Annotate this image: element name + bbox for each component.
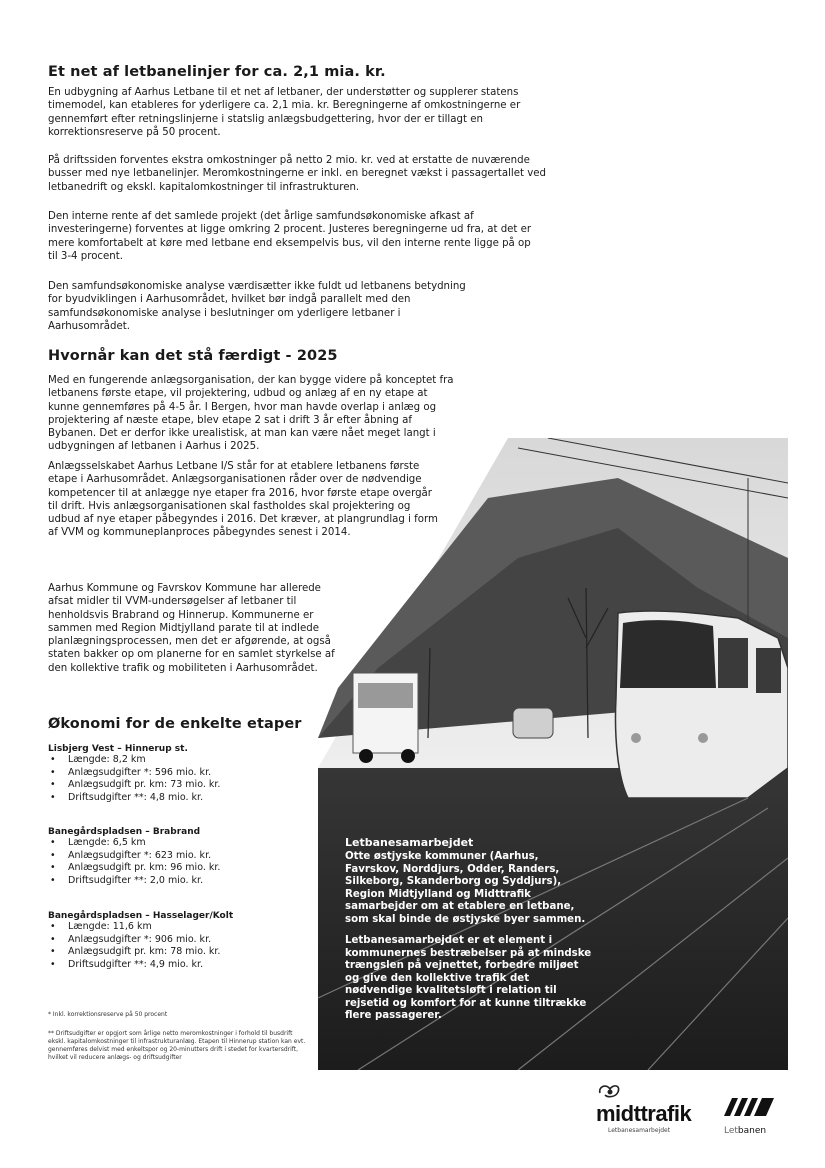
- etape-block: [48, 827, 308, 887]
- midttrafik-tagline: Letbanesamarbejdet: [608, 1127, 671, 1134]
- letbanen-prefix: Let: [724, 1126, 738, 1136]
- footnote: ** Driftsudgifter er opgjort som årlige netto meromkostninger i forhold til busdrift ekskl. kapitalomkostninger til infrastrukturanlæg. Etapen til Hinnerup station kan evt. gennemføres delvist med enkeltspor og 20-minutters drift i stedet for kvartersdrift, hvilket vil reducere anlægs- og driftsudgifter: [48, 1030, 306, 1061]
- box-title: Letbanesamarbejdet: [345, 836, 474, 849]
- list-item: • Længde: 8,2 km: [48, 754, 308, 767]
- letbanen-wordmark: [724, 1126, 776, 1136]
- letbanen-symbol-icon: [722, 1096, 776, 1118]
- midttrafik-wordmark: midttrafik: [596, 1101, 692, 1126]
- list-item: • Anlægsudgift pr. km: 73 mio. kr.: [48, 779, 308, 792]
- list-item: • Driftsudgifter **: 4,9 mio. kr.: [48, 959, 308, 972]
- list-item: • Driftsudgifter **: 2,0 mio. kr.: [48, 875, 308, 888]
- etape-block: [48, 911, 308, 971]
- list-item: • Driftsudgifter **: 4,8 mio. kr.: [48, 792, 308, 805]
- paragraph: Den samfundsøkonomiske analyse værdisætter ikke fuldt ud letbanens betydning for byudviklingen i Aarhusområdet, hvilket bør indgå parallelt med den samfundsøkonomiske analyse i beslutninger om yderligere letbaner i Aarhusområdet.: [48, 281, 466, 332]
- list-item: • Længde: 11,6 km: [48, 921, 308, 934]
- paragraph: Aarhus Kommune og Favrskov Kommune har allerede afsat midler til VVM-undersøgelser af letbaner til henholdsvis Brabrand og Hinnerup. Kommunerne er sammen med Region Midtjylland parate til at indlede planlægningsprocessen, men det er afgørende, at også staten bakker op om planerne for en samlet styrkelse af den kollektive trafik og mobiliteten i Aarhusområdet.: [48, 583, 335, 674]
- etape-list: [48, 921, 308, 971]
- paragraph: En udbygning af Aarhus Letbane til et net af letbaner, der understøtter og supplerer statens timemodel, kan etableres for yderligere ca. 2,1 mia. kr. Beregningerne af omkostningerne er gennemført efter retningslinjerne i statslig anlægsbudgettering, hvor der er tillagt en korrektionsreserve på 50 procent.: [48, 87, 521, 138]
- midttrafik-logo: [596, 1081, 691, 1134]
- letbanen-logo: [722, 1096, 776, 1136]
- midttrafik-symbol-icon: [596, 1081, 626, 1101]
- paragraph: Den interne rente af det samlede projekt (det årlige samfundsøkonomiske afkast af investeringerne) forventes at ligge omkring 2 procent. Justeres beregningerne ud fra, at det er mere komfortabelt at køre med letbane end eksempelvis bus, vil den interne rente ligge på op til 3-4 procent.: [48, 211, 532, 262]
- list-item: • Anlægsudgifter *: 906 mio. kr.: [48, 934, 308, 947]
- paragraph: På driftssiden forventes ekstra omkostninger på netto 2 mio. kr. ved at erstatte de nuværende busser med nye letbanelinjer. Meromkostningerne er inkl. en beregnet vækst i passagertallet ved letbanedrift og ekskl. kapitalomkostninger til infrastrukturen.: [48, 155, 547, 193]
- section-title-network: Et net af letbanelinjer for ca. 2,1 mia. kr.: [48, 64, 386, 80]
- section-title-timeline: Hvornår kan det stå færdigt - 2025: [48, 348, 338, 364]
- box-paragraph: Otte østjyske kommuner (Aarhus, Favrskov, Norddjurs, Odder, Randers, Silkeborg, Skanderborg og Syddjurs), Region Midtjylland og Midttrafik samarbejder om at etablere en letbane, som skal binde de østjyske byer sammen.: [345, 851, 586, 925]
- list-item: • Anlægsudgifter *: 623 mio. kr.: [48, 850, 308, 863]
- etape-block: [48, 744, 308, 804]
- list-item: • Længde: 6,5 km: [48, 837, 308, 850]
- etape-name: Banegårdspladsen – Hasselager/Kolt: [48, 911, 234, 921]
- letbanen-suffix: banen: [737, 1126, 767, 1136]
- letbanesamarbejdet-box: [345, 836, 595, 1023]
- footnote: * Inkl. korrektionsreserve på 50 procent: [48, 1011, 168, 1018]
- list-item: • Anlægsudgifter *: 596 mio. kr.: [48, 767, 308, 780]
- list-item: • Anlægsudgift pr. km: 78 mio. kr.: [48, 946, 308, 959]
- etape-name: Banegårdspladsen – Brabrand: [48, 827, 201, 837]
- list-item: • Anlægsudgift pr. km: 96 mio. kr.: [48, 862, 308, 875]
- paragraph: Med en fungerende anlægsorganisation, der kan bygge videre på konceptet fra letbanens første etape, vil projektering, udbud og anlæg af en ny etape at kunne gennemføres på 4-5 år. I Bergen, hvor man havde overlap i anlæg og projektering af næste etape, blev etape 2 sat i drift 3 år efter åbning af Bybanen. Det er derfor ikke urealistisk, at man kan være nået meget langt i udbygningen af letbanen i Aarhus i 2025.: [48, 375, 454, 453]
- box-paragraph: Letbanesamarbejdet er et element i kommunernes bestræbelser på at mindske trængslen på vejnettet, forbedre miljøet og give den kollektive trafik det nødvendige kvalitetsløft i relation til rejsetid og komfort for at kunne tiltrække flere passagerer.: [345, 935, 592, 1021]
- etape-list: [48, 837, 308, 887]
- etape-name: Lisbjerg Vest – Hinnerup st.: [48, 744, 188, 754]
- etape-list: [48, 754, 308, 804]
- paragraph: Anlægsselskabet Aarhus Letbane I/S står for at etablere letbanens første etape i Aarhusområdet. Anlægsorganisationen råder over de nødvendige kompetencer til at anlægge nye etaper fra 2016, hvor første etape overgår til drift. Hvis anlægsorganisationen skal fastholdes skal projektering og udbud af nye etaper påbegyndes i 2016. Det kræver, at plangrundlag i form af VVM og kommuneplanproces påbegyndes senest i 2014.: [48, 461, 438, 539]
- section-title-economy: Økonomi for de enkelte etaper: [48, 716, 302, 732]
